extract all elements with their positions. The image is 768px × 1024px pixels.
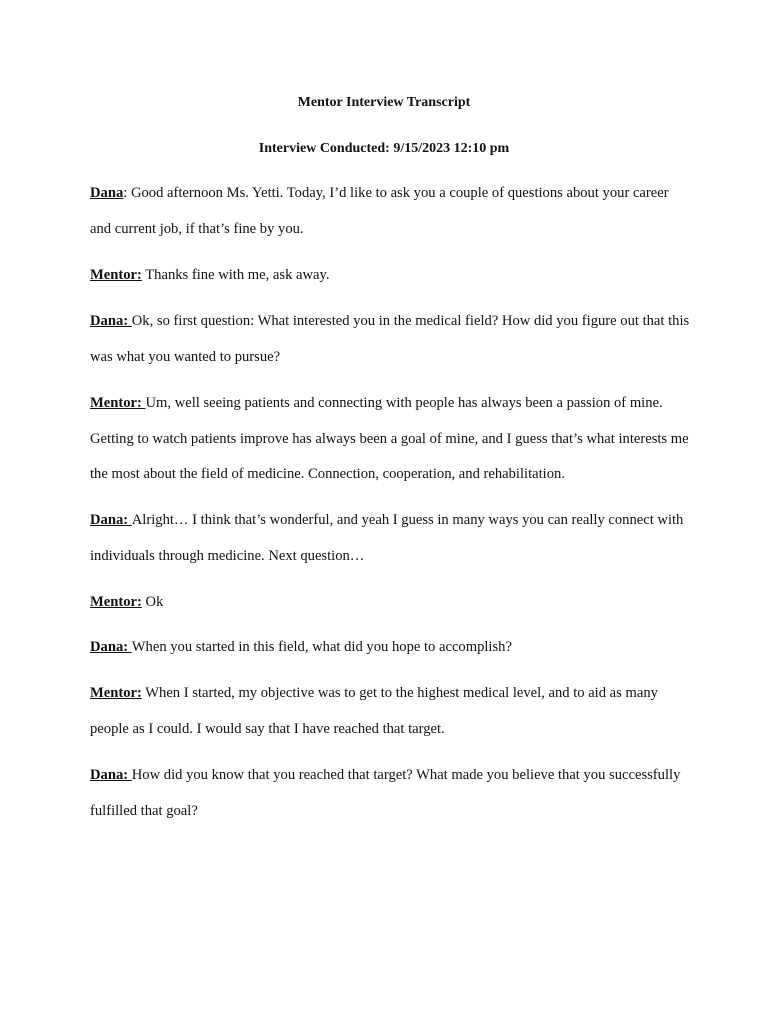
transcript-line-dana <box>90 630 690 666</box>
speaker-label: Dana: <box>90 313 132 329</box>
transcript-line-mentor <box>90 258 690 294</box>
transcript-line-dana <box>90 503 690 574</box>
line-text: Alright… I think that’s wonderful, and yeah I guess in many ways you can really connect with individuals through medicine. Next question… <box>90 512 684 564</box>
speaker-label: Dana: <box>90 512 132 528</box>
transcript-line-dana <box>90 304 690 375</box>
line-text: Um, well seeing patients and connecting with people has always been a passion of mine. Getting to watch patients improve has always been a goal of mine, and I guess that’s what interests me the most about the field of medicine. Connection, cooperation, and rehabilitation. <box>90 395 689 482</box>
line-text: Good afternoon Ms. Yetti. Today, I’d like to ask you a couple of questions about your career and current job, if that’s fine by you. <box>90 185 669 237</box>
line-text: Ok <box>141 594 164 610</box>
speaker-separator: : <box>123 185 128 201</box>
transcript-line-mentor <box>90 585 690 621</box>
speaker-label: Mentor: <box>90 395 146 411</box>
line-text: When I started, my objective was to get to the highest medical level, and to aid as many people as I could. I would say that I have reached that target. <box>90 685 658 737</box>
speaker-label: Mentor: <box>90 267 142 283</box>
line-text: Thanks fine with me, ask away. <box>141 267 330 283</box>
speaker-label: Mentor: <box>90 685 142 701</box>
transcript-line-mentor <box>90 676 690 747</box>
interview-date: Interview Conducted: 9/15/2023 12:10 pm <box>258 141 510 156</box>
line-text: Ok, so first question: What interested you in the medical field? How did you figure out that this was what you wanted to pursue? <box>90 313 690 365</box>
transcript-line-mentor <box>90 386 690 493</box>
speaker-label: Dana: <box>90 639 132 655</box>
document-title: Mentor Interview Transcript <box>297 95 471 110</box>
line-text: How did you know that you reached that target? What made you believe that you successfully fulfilled that goal? <box>90 767 681 819</box>
speaker-label: Mentor: <box>90 594 142 610</box>
speaker-label: Dana: <box>90 767 132 783</box>
line-text: When you started in this field, what did you hope to accomplish? <box>131 639 512 655</box>
transcript-line-dana <box>90 176 690 247</box>
speaker-label: Dana <box>90 185 124 201</box>
transcript-line-dana <box>90 758 690 829</box>
